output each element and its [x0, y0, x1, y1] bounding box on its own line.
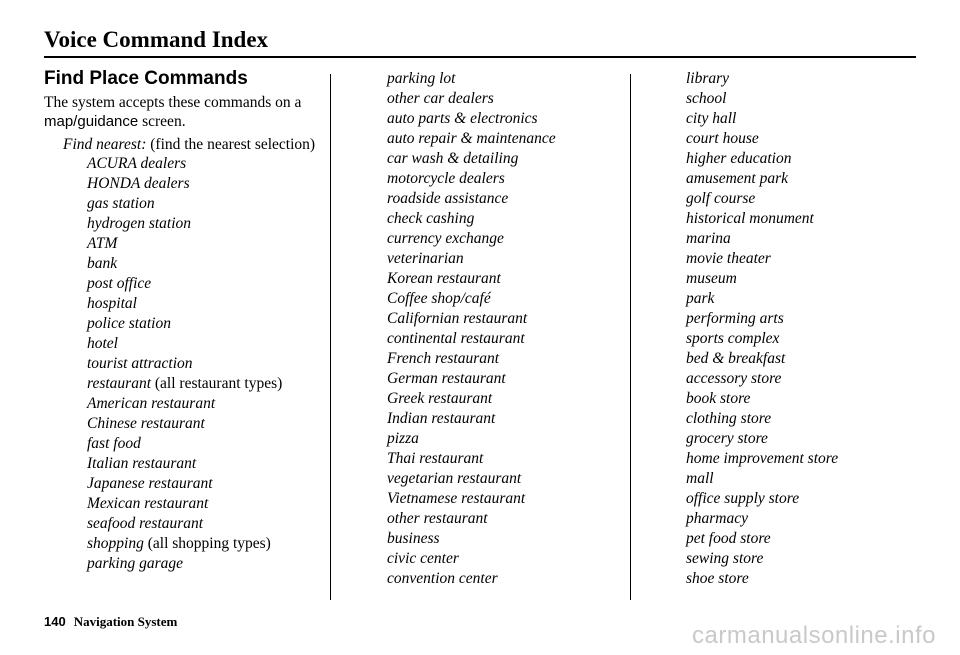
command-item	[387, 369, 556, 389]
command-text: shopping	[87, 535, 144, 552]
command-text: Korean restaurant	[387, 270, 501, 287]
command-item	[686, 89, 838, 109]
find-nearest-note: (find the nearest selection)	[146, 136, 316, 153]
column-1	[44, 66, 330, 574]
intro-highlight: map/guidance	[44, 113, 139, 130]
command-item	[387, 449, 556, 469]
command-item	[387, 209, 556, 229]
command-text: clothing store	[686, 410, 772, 427]
command-text: police station	[87, 315, 171, 332]
command-item	[686, 269, 838, 289]
intro-text	[44, 93, 330, 131]
command-item	[387, 109, 556, 129]
footer-label: Navigation System	[73, 614, 178, 629]
command-item	[387, 549, 556, 569]
command-item	[686, 109, 838, 129]
command-item	[387, 249, 556, 269]
command-item	[387, 469, 556, 489]
command-text: home improvement store	[686, 450, 839, 467]
command-item	[686, 129, 838, 149]
command-item	[686, 449, 838, 469]
command-text: grocery store	[686, 430, 768, 447]
command-text: gas station	[87, 195, 155, 212]
command-text: check cashing	[387, 210, 475, 227]
command-text: office supply store	[686, 490, 800, 507]
command-text: hospital	[87, 295, 137, 312]
command-item	[87, 254, 330, 274]
command-item	[87, 454, 330, 474]
command-item	[686, 569, 838, 589]
command-item	[686, 249, 838, 269]
command-text: park	[686, 290, 715, 307]
command-item	[87, 214, 330, 234]
command-text: American restaurant	[87, 395, 216, 412]
command-item	[686, 489, 838, 509]
command-item	[87, 374, 330, 394]
command-item	[387, 489, 556, 509]
command-item	[387, 529, 556, 549]
command-text: school	[686, 90, 727, 107]
command-text: hotel	[87, 335, 118, 352]
command-text: Thai restaurant	[387, 450, 484, 467]
command-item	[686, 189, 838, 209]
command-text: convention center	[387, 570, 498, 587]
command-text: tourist attraction	[87, 355, 193, 372]
command-item	[87, 314, 330, 334]
command-text: vegetarian restaurant	[387, 470, 522, 487]
command-item	[387, 429, 556, 449]
command-text: business	[387, 530, 440, 547]
command-text: Greek restaurant	[387, 390, 493, 407]
command-text: bed & breakfast	[686, 350, 786, 367]
command-text: Mexican restaurant	[87, 495, 209, 512]
command-item	[686, 409, 838, 429]
command-list-2	[387, 69, 556, 589]
command-item	[686, 209, 838, 229]
command-text: amusement park	[686, 170, 789, 187]
command-item	[686, 229, 838, 249]
intro-before: The system accepts these commands on a	[44, 94, 302, 111]
command-item	[387, 89, 556, 109]
command-item	[87, 334, 330, 354]
command-item	[686, 289, 838, 309]
command-text: movie theater	[686, 250, 771, 267]
command-text: accessory store	[686, 370, 782, 387]
command-item	[87, 494, 330, 514]
command-item	[87, 534, 330, 554]
command-item	[87, 554, 330, 574]
command-item	[686, 369, 838, 389]
command-item	[387, 389, 556, 409]
command-item	[387, 409, 556, 429]
command-item	[87, 414, 330, 434]
command-text: other car dealers	[387, 90, 494, 107]
command-text: museum	[686, 270, 737, 287]
column-divider-2	[630, 74, 631, 600]
command-item	[387, 149, 556, 169]
command-text: Californian restaurant	[387, 310, 528, 327]
command-item	[686, 329, 838, 349]
command-text: higher education	[686, 150, 792, 167]
command-text: pet food store	[686, 530, 771, 547]
command-item	[87, 354, 330, 374]
command-text: currency exchange	[387, 230, 504, 247]
command-text: ACURA dealers	[87, 155, 187, 172]
command-text: continental restaurant	[387, 330, 525, 347]
command-item	[686, 169, 838, 189]
watermark: carmanualsonline.info	[692, 622, 936, 649]
command-item	[686, 509, 838, 529]
page-title: Voice Command Index	[44, 27, 269, 52]
command-text: fast food	[87, 435, 141, 452]
command-text: auto repair & maintenance	[387, 130, 556, 147]
command-item	[387, 289, 556, 309]
command-text: hydrogen station	[87, 215, 192, 232]
command-text: post office	[87, 275, 152, 292]
command-text: mall	[686, 470, 714, 487]
command-item	[686, 69, 838, 89]
command-text: ATM	[87, 235, 118, 252]
command-item	[387, 349, 556, 369]
title-rule	[44, 56, 916, 58]
command-item	[686, 349, 838, 369]
command-text: performing arts	[686, 310, 784, 327]
command-item	[87, 194, 330, 214]
command-item	[87, 274, 330, 294]
command-text: bank	[87, 255, 118, 272]
command-item	[686, 469, 838, 489]
command-item	[87, 394, 330, 414]
command-note: (all restaurant types)	[151, 375, 283, 392]
command-text: HONDA dealers	[87, 175, 190, 192]
command-text: motorcycle dealers	[387, 170, 505, 187]
command-item	[387, 69, 556, 89]
command-text: library	[686, 70, 730, 87]
page-footer	[44, 614, 177, 630]
find-nearest-label: Find nearest:	[63, 136, 147, 153]
intro-after: screen.	[138, 113, 186, 130]
command-item	[87, 154, 330, 174]
command-text: city hall	[686, 110, 737, 127]
command-text: shoe store	[686, 570, 749, 587]
command-text: golf course	[686, 190, 756, 207]
find-nearest	[63, 136, 330, 153]
command-text: restaurant	[87, 375, 152, 392]
command-text: book store	[686, 390, 751, 407]
command-text: seafood restaurant	[87, 515, 204, 532]
command-text: German restaurant	[387, 370, 506, 387]
command-item	[87, 434, 330, 454]
command-item	[387, 569, 556, 589]
command-item	[87, 234, 330, 254]
command-item	[387, 269, 556, 289]
command-item	[387, 509, 556, 529]
command-item	[87, 174, 330, 194]
command-text: roadside assistance	[387, 190, 509, 207]
column-3	[686, 68, 838, 589]
command-text: pizza	[387, 430, 419, 447]
command-note: (all shopping types)	[143, 535, 271, 552]
command-text: Italian restaurant	[87, 455, 197, 472]
command-text: civic center	[387, 550, 459, 567]
command-item	[686, 529, 838, 549]
command-item	[686, 549, 838, 569]
command-text: French restaurant	[387, 350, 500, 367]
command-text: parking lot	[387, 70, 456, 87]
command-text: Indian restaurant	[387, 410, 496, 427]
command-item	[387, 129, 556, 149]
command-item	[87, 294, 330, 314]
command-text: veterinarian	[387, 250, 464, 267]
command-text: other restaurant	[387, 510, 488, 527]
command-text: Coffee shop/café	[387, 290, 491, 307]
command-text: Chinese restaurant	[87, 415, 205, 432]
command-list-1	[87, 154, 330, 574]
command-item	[87, 514, 330, 534]
section-heading: Find Place Commands	[44, 68, 248, 89]
command-item	[387, 229, 556, 249]
command-text: Japanese restaurant	[87, 475, 213, 492]
command-list-3	[686, 69, 838, 589]
command-text: sports complex	[686, 330, 780, 347]
command-text: sewing store	[686, 550, 764, 567]
command-item	[387, 329, 556, 349]
command-item	[387, 189, 556, 209]
command-item	[387, 169, 556, 189]
command-text: parking garage	[87, 555, 184, 572]
column-divider-1	[330, 74, 331, 600]
page-number: 140	[44, 614, 66, 629]
command-item	[387, 309, 556, 329]
command-text: historical monument	[686, 210, 814, 227]
command-text: Vietnamese restaurant	[387, 490, 526, 507]
command-item	[686, 309, 838, 329]
command-text: court house	[686, 130, 759, 147]
command-item	[87, 474, 330, 494]
column-2	[387, 68, 556, 589]
command-item	[686, 429, 838, 449]
command-text: pharmacy	[686, 510, 748, 527]
command-text: car wash & detailing	[387, 150, 519, 167]
command-text: marina	[686, 230, 731, 247]
command-item	[686, 149, 838, 169]
command-item	[686, 389, 838, 409]
command-text: auto parts & electronics	[387, 110, 538, 127]
